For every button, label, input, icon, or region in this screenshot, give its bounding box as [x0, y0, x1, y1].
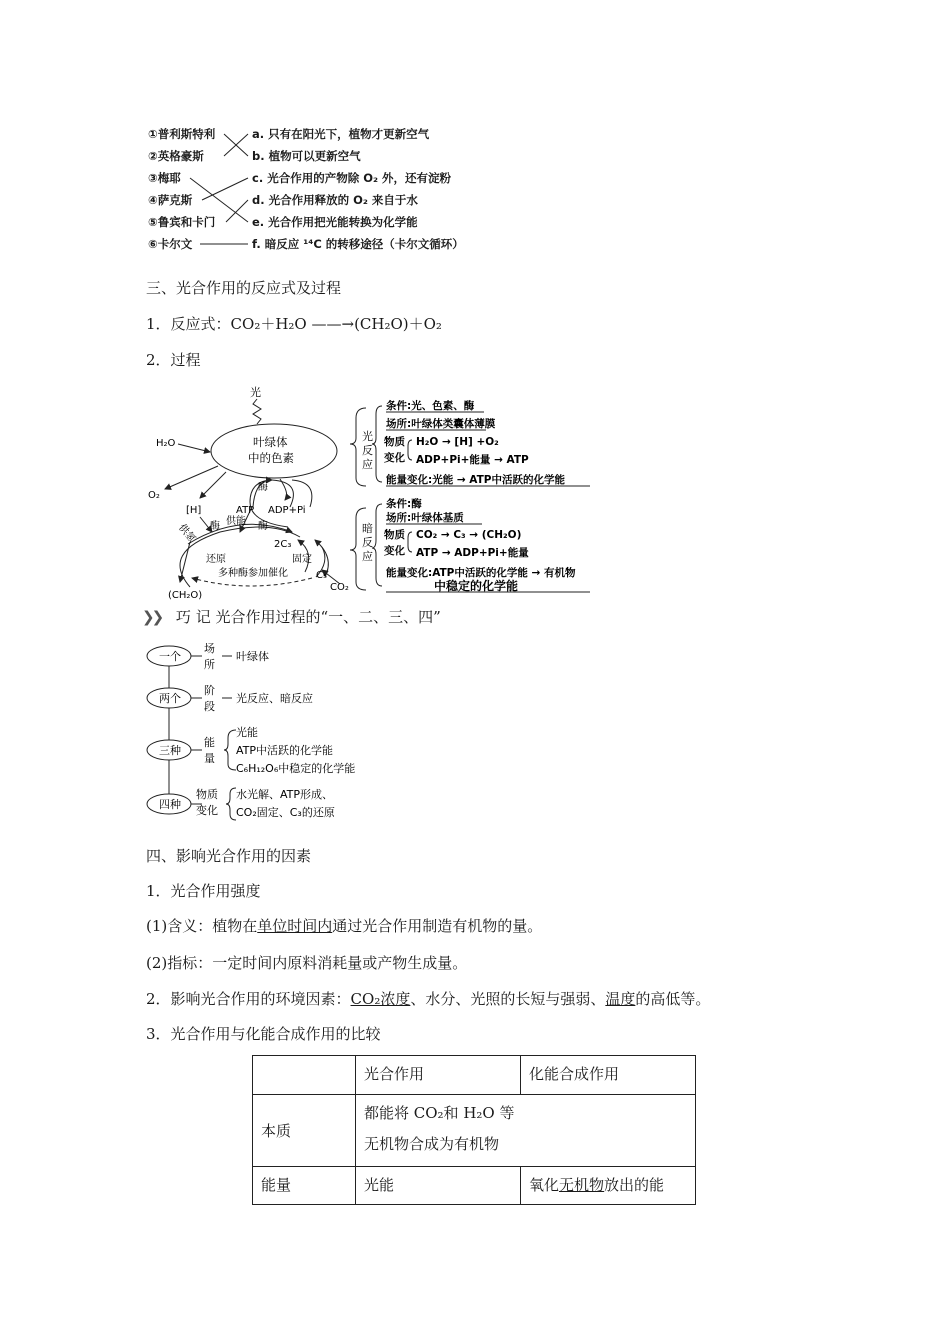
tip-value-3a: 光能 [236, 726, 258, 739]
supply-energy-label: 供能 [226, 516, 246, 527]
photosynthesis-process-diagram [140, 382, 610, 607]
underlined-term: CO₂浓度 [350, 990, 411, 1008]
underlined-term: 无机物 [559, 1176, 605, 1194]
tip-circle-1: 一个 [159, 650, 181, 663]
section4-item2 [146, 988, 710, 1009]
tip-key-1a: 场 [204, 642, 215, 655]
scientist-name: ⑥卡尔文 [148, 237, 193, 251]
table-cell: 光能 [356, 1167, 521, 1205]
tip-circle-2: 两个 [159, 692, 181, 705]
c3-label: 2C₃ [274, 539, 292, 550]
scientist-name: ④萨克斯 [148, 193, 193, 207]
reduce-label: 还原 [206, 554, 226, 565]
light-condition: 条件:光、色素、酶 [386, 400, 475, 412]
tip-circle-3: 三种 [159, 744, 181, 757]
section4-item1a [146, 915, 542, 936]
tip-key-1b: 所 [204, 658, 215, 671]
tip-value-4b: CO₂固定、C₃的还原 [236, 806, 335, 819]
tip-key-4b: 变化 [196, 804, 218, 817]
light-reaction-char-2: 反 [362, 444, 373, 457]
scientist-fact: a. 只有在阳光下，植物才更新空气 [252, 127, 430, 141]
dark-material-label-1: 物质 [384, 529, 405, 541]
table-header: 光合作用 [356, 1056, 521, 1095]
text-part: 的高低等。 [635, 990, 711, 1008]
table-cell [521, 1167, 696, 1205]
light-reaction-char-3: 应 [362, 458, 373, 471]
table-cell [253, 1056, 356, 1095]
catalysis-label: 多种酶参加催化 [218, 568, 288, 579]
table-cell: 能量 [253, 1167, 356, 1205]
tip-value-4a: 水光解、ATP形成、 [236, 788, 334, 801]
dark-energy-2: 中稳定的化学能 [434, 579, 519, 593]
light-reaction-char-1: 光 [362, 430, 373, 443]
dark-material-label-2: 变化 [384, 545, 405, 557]
dark-material-2: ATP → ADP+Pi+能量 [416, 547, 529, 559]
text-part: 、水分、光照的长短与强弱、 [410, 990, 606, 1008]
tip-value-3c: C₆H₁₂O₆中稳定的化学能 [236, 762, 356, 775]
tip-title: 巧 记 光合作用过程的“一、二、三、四” [175, 608, 441, 626]
dark-reaction-char-1: 暗 [362, 522, 373, 535]
atp-label: ATP [236, 505, 255, 516]
scientist-fact: f. 暗反应 ¹⁴C 的转移途径（卡尔文循环） [252, 237, 464, 251]
comparison-table [252, 1055, 696, 1205]
tip-key-2a: 阶 [204, 684, 215, 697]
reaction-equation-line [146, 313, 442, 334]
light-zigzag [253, 399, 261, 424]
scientist-fact: e. 光合作用把光能转换为化学能 [252, 215, 418, 229]
enzyme-label-1: 酶 [258, 482, 268, 493]
tip-key-3b: 量 [204, 752, 215, 765]
process-heading: 2．过程 [146, 351, 201, 369]
tip-key-4a: 物质 [196, 788, 218, 801]
tip-value-1: 叶绿体 [236, 650, 269, 663]
dark-reaction-char-2: 反 [362, 536, 373, 549]
tip-icon: ❯❯ [142, 608, 162, 626]
fix-label: 固定 [292, 554, 312, 565]
light-material-label-1: 物质 [384, 436, 405, 448]
pigment-label-1: 叶绿体 [253, 435, 288, 449]
light-place: 场所:叶绿体类囊体薄膜 [386, 418, 496, 430]
underlined-term: 温度 [605, 990, 636, 1008]
table-row [253, 1167, 696, 1205]
scientist-fact: c. 光合作用的产物除 O₂ 外，还有淀粉 [252, 171, 452, 185]
o2-label: O₂ [148, 490, 160, 501]
dark-place: 场所:叶绿体基质 [386, 512, 464, 524]
light-label: 光 [250, 386, 261, 399]
light-material-1: H₂O → [H] +O₂ [416, 436, 499, 448]
text-part: 放出的能 [604, 1176, 665, 1194]
h2o-label: H₂O [156, 438, 176, 449]
scientist-fact: d. 光合作用释放的 O₂ 来自于水 [252, 193, 418, 207]
tip-key-2b: 段 [204, 700, 215, 713]
ch2o-label: (CH₂O) [168, 590, 203, 601]
dark-condition: 条件:酶 [386, 498, 422, 510]
table-cell-line: 无机物合成为有机物 [364, 1135, 500, 1153]
table-header: 化能合成作用 [521, 1056, 696, 1095]
adp-label: ADP+Pi [268, 505, 306, 516]
section4-item1: 1．光合作用强度 [146, 882, 261, 900]
section3-title: 三、光合作用的反应式及过程 [146, 279, 342, 297]
scientist-name: ⑤鲁宾和卡门 [148, 215, 216, 229]
text-part: 2．影响光合作用的环境因素： [146, 990, 351, 1008]
light-material-label-2: 变化 [384, 452, 405, 464]
scientist-name: ③梅耶 [148, 171, 181, 185]
enzyme-label-2: 酶 [258, 521, 268, 532]
table-row [253, 1056, 696, 1095]
matching-lines [0, 0, 950, 260]
light-material-2: ADP+Pi+能量 → ATP [416, 454, 529, 466]
tip-value-2: 光反应、暗反应 [236, 692, 313, 705]
tip-key-3a: 能 [204, 736, 215, 749]
section4-item3: 3．光合作用与化能合成作用的比较 [146, 1025, 381, 1043]
supply-hydrogen-label: 供氢 [176, 522, 198, 545]
text-part: 通过光合作用制造有机物的量。 [332, 917, 543, 935]
tip-heading [142, 606, 441, 627]
tip-circle-4: 四种 [159, 798, 181, 811]
dark-reaction-char-3: 应 [362, 550, 373, 563]
c5-label: C₅ [316, 570, 327, 581]
table-cell: 本质 [253, 1095, 356, 1167]
enzyme-label-3: 酶 [210, 521, 220, 532]
tip-diagram [140, 640, 400, 825]
scientist-name: ②英格豪斯 [148, 149, 204, 163]
section4-item1b: (2)指标：一定时间内原料消耗量或产物生成量。 [146, 954, 468, 972]
section4-title: 四、影响光合作用的因素 [146, 847, 312, 865]
text-part: (1)含义：植物在 [146, 917, 258, 935]
co2-label: CO₂ [330, 582, 349, 593]
table-cell [356, 1095, 696, 1167]
pigment-label-2: 中的色素 [248, 451, 294, 465]
table-cell-line: 都能将 CO₂和 H₂O 等 [364, 1104, 515, 1122]
tip-value-3b: ATP中活跃的化学能 [236, 744, 334, 757]
equation-label: 1．反应式： [146, 315, 231, 333]
scientist-fact: b. 植物可以更新空气 [252, 149, 361, 163]
scientist-name: ①普利斯特利 [148, 127, 216, 141]
underlined-term: 单位时间内 [257, 917, 333, 935]
h-label: [H] [186, 505, 202, 516]
dark-energy-1: 能量变化:ATP中活跃的化学能 → 有机物 [386, 567, 576, 579]
equation: CO₂＋H₂O ——→(CH₂O)＋O₂ [230, 315, 442, 333]
text-part: 氧化 [529, 1176, 560, 1194]
dark-material-1: CO₂ → C₃ → (CH₂O) [416, 529, 522, 541]
light-energy: 能量变化:光能 → ATP中活跃的化学能 [386, 474, 565, 486]
table-row [253, 1095, 696, 1167]
